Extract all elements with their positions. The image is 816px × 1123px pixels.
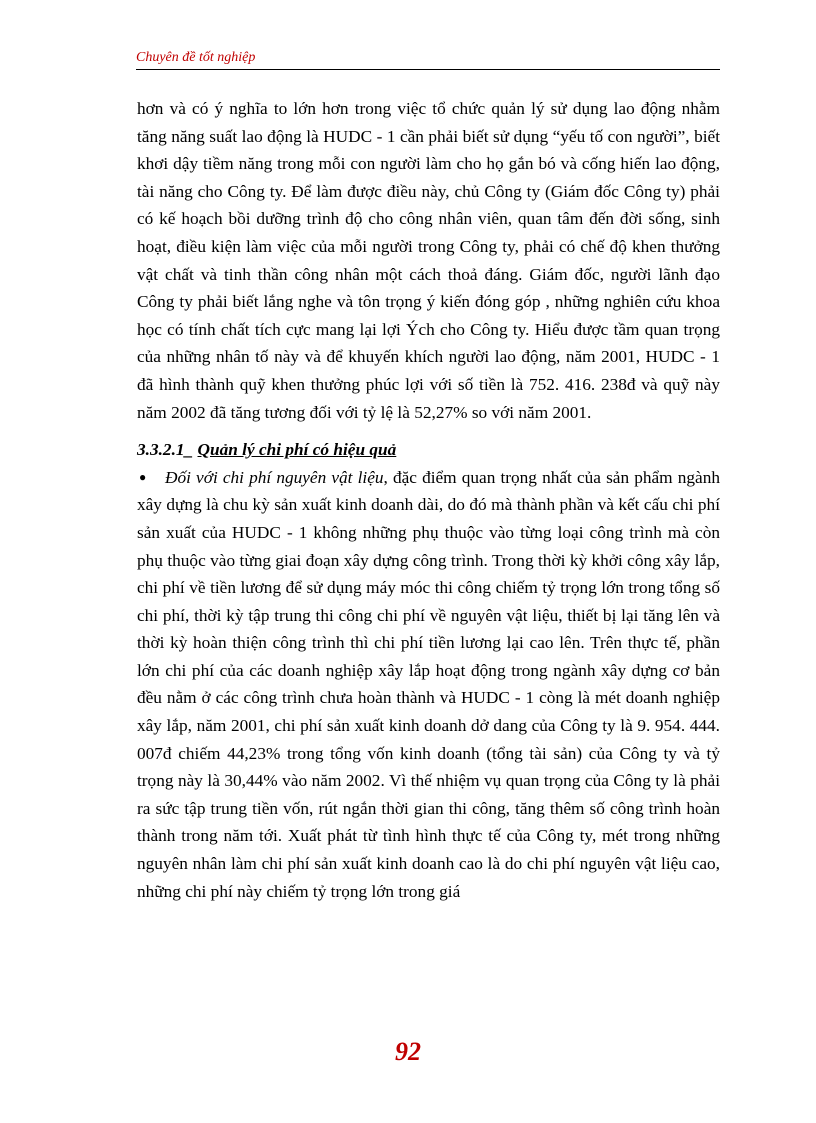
bullet-body-text: , đặc điểm quan trọng nhất của sản phẩm ngành xây dựng là chu kỳ sản xuất kinh doanh dài, do đó mà thành phần và kết cấu chi phí sản xuất của HUDC - 1 không những phụ thuộc vào từng loại công trình mà còn phụ thuộc vào từng giai đoạn xây dựng công trình. Trong thời kỳ khởi công xây lắp, chi phí về tiền lương để sử dụng máy móc thi công chiếm tỷ trọng lớn trong tổng số chi phí, thời kỳ tập trung thi công chi phí về nguyên vật liệu, thiết bị lại tăng lên và thời kỳ hoàn thiện công trình thì chi phí tiền lương lại cao lên. Trên thực tế, phần lớn chi phí của các doanh nghiệp xây lắp hoạt động trong ngành xây dựng cơ bản đều nằm ở các công trình chưa hoàn thành và HUDC - 1 còng là mét doanh nghiệp xây lắp, năm 2001, chi phí sản xuất kinh doanh dở dang của Công ty là 9. 954. 444. 007đ chiếm 44,23% trong tổng vốn kinh doanh (tổng tài sản) của Công ty và tỷ trọng này là 30,44% vào năm 2002. Vì thế nhiệm vụ quan trọng của Công ty là phải ra sức tập trung tiền vốn, rút ngắn thời gian thi công, tăng thêm số công trình hoàn thành trong năm tới. Xuất phát từ tình hình thực tế của Công ty, mét trong những nguyên nhân làm chi phí sản xuất kinh doanh cao là do chi phí nguyên vật liệu cao, những chi phí này chiếm tỷ trọng lớn trong giá bbox=[137, 467, 720, 901]
section-title: Quản lý chi phí có hiệu quả bbox=[197, 440, 397, 460]
page-header bbox=[136, 49, 720, 70]
section-number: 3.3.2.1_ bbox=[137, 440, 194, 460]
page-number: 92 bbox=[395, 1037, 421, 1066]
section-heading bbox=[137, 436, 720, 464]
bullet-paragraph bbox=[137, 464, 720, 906]
body-paragraph: hơn và có ý nghĩa to lớn hơn trong việc tổ chức quản lý sử dụng lao động nhằm tăng năng suất lao động là HUDC - 1 cần phải biết sử dụng “yếu tố con người”, biết khơi dậy tiềm năng trong mỗi con người làm cho họ gắn bó và cống hiến lao động, tài năng cho Công ty. Để làm được điều này, chủ Công ty (Giám đốc Công ty) phải có kế hoạch bồi dưỡng trình độ cho công nhân viên, quan tâm đến đời sống, sinh hoạt, điều kiện làm việc của mỗi người trong Công ty, phải có chế độ khen thưởng vật chất và tinh thần công nhân một cách thoả đáng. Giám đốc, người lãnh đạo Công ty phải biết lắng nghe và tôn trọng ý kiến đóng góp , những nghiên cứu khoa học có tính chất tích cực mang lại lợi Ých cho Công ty. Hiểu được tầm quan trọng của những nhân tố này và để khuyến khích người lao động, năm 2001, HUDC - 1 đã hình thành quỹ khen thưởng phúc lợi với số tiền là 752. 416. 238đ và quỹ này năm 2002 đã tăng tương đối với tỷ lệ là 52,27% so với năm 2001. bbox=[137, 99, 720, 422]
header-title: Chuyên đề tốt nghiệp bbox=[136, 50, 256, 65]
document-body bbox=[137, 95, 720, 905]
bullet-lead-text: Đối với chi phí nguyên vật liệu bbox=[165, 467, 384, 487]
bullet-dot-icon: ● bbox=[139, 469, 147, 484]
